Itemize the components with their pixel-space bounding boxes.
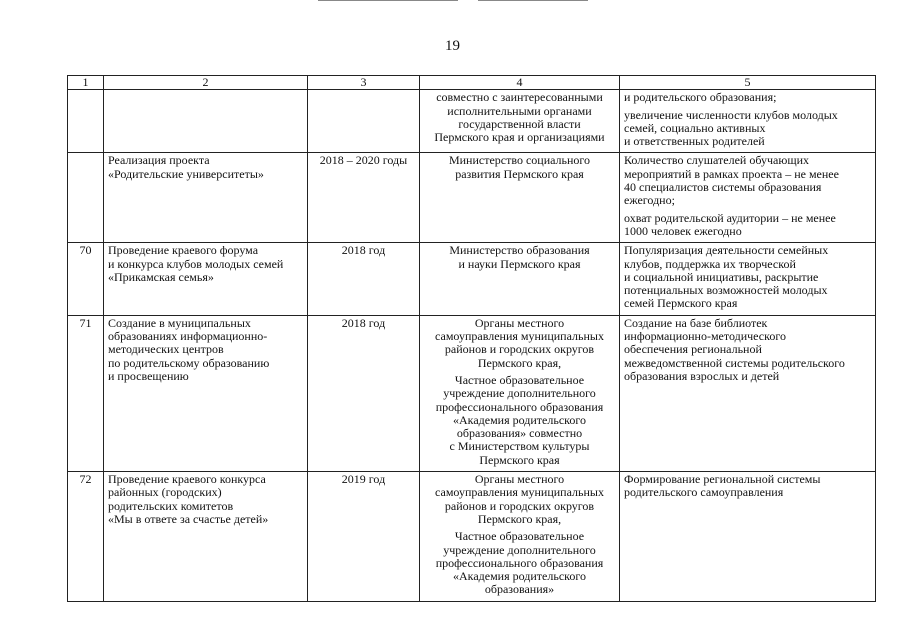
results-line: 1000 человек ежегодно [624, 223, 742, 238]
executors-line: и науки Пермского края [458, 256, 581, 271]
period-cell [308, 90, 420, 153]
activity-line: «Родительские университеты» [108, 166, 264, 181]
header-row [68, 76, 876, 90]
results-line: Формирование региональной системы [624, 472, 821, 487]
executors-line: Пермского края [479, 452, 560, 467]
results-line: межведомственной системы родительского [624, 355, 845, 370]
row-number [68, 153, 104, 243]
plan-table [67, 75, 876, 602]
executors-line: государственной власти [458, 116, 581, 131]
table-row [68, 153, 876, 243]
results-paragraph [624, 244, 871, 310]
results-line: Популяризация деятельности семейных [624, 243, 829, 258]
activity-line: Проведение краевого форума [108, 243, 259, 258]
activity-cell [104, 90, 308, 153]
top-rule-left [318, 0, 458, 1]
executors-cell [420, 153, 620, 243]
executors-line: Частное образовательное [454, 372, 585, 387]
results-cell [620, 90, 876, 153]
results-line: охват родительской аудитории – не менее [624, 210, 836, 225]
executors-line: Органы местного [474, 315, 565, 330]
results-cell [620, 243, 876, 315]
executors-line: исполнительными органами [447, 103, 592, 118]
header-cell: 4 [420, 76, 620, 90]
executors-cell [420, 90, 620, 153]
executors-line: развития Пермского края [455, 166, 584, 181]
row-number [68, 90, 104, 153]
results-paragraph [624, 317, 871, 383]
activity-line: родительских комитетов [108, 498, 234, 513]
executors-line: районов и городских округов [444, 342, 595, 357]
executors-line: Пермского края, [477, 355, 562, 370]
results-line: клубов, поддержка их творческой [624, 256, 796, 271]
page-number: 19 [445, 38, 460, 54]
results-line: семей Пермского края [624, 296, 738, 311]
activity-line: «Прикамская семья» [108, 269, 214, 284]
activity-line: методических центров [108, 342, 224, 357]
executors-cell [420, 243, 620, 315]
row-number: 70 [68, 243, 104, 315]
row-number: 72 [68, 472, 104, 602]
period-cell: 2018 год [308, 315, 420, 471]
executors-line: образования» [484, 582, 555, 597]
executors-paragraph [424, 317, 615, 370]
header-cell: 1 [68, 76, 104, 90]
results-line: и ответственных родителей [624, 134, 765, 149]
results-line: родительского самоуправления [624, 485, 784, 500]
executors-line: совместно с заинтересованными [436, 90, 603, 105]
executors-line: образования» совместно [456, 426, 583, 441]
executors-line: Министерство социального [448, 153, 591, 168]
results-paragraph [624, 473, 871, 500]
results-line: образования взрослых и детей [624, 368, 780, 383]
executors-paragraph [424, 244, 615, 271]
activity-line: и конкурса клубов молодых семей [108, 256, 284, 271]
executors-line: районов и городских округов [444, 498, 595, 513]
period-cell: 2019 год [308, 472, 420, 602]
row-number: 71 [68, 315, 104, 471]
executors-paragraph [424, 530, 615, 596]
executors-line: «Академия родительского [453, 412, 586, 427]
header-cell: 2 [104, 76, 308, 90]
results-line: обеспечения региональной [624, 342, 762, 357]
results-line: информационно-методического [624, 329, 786, 344]
top-rule-right [478, 0, 588, 1]
results-line: мероприятий в рамках проекта – не менее [624, 166, 839, 181]
executors-line: Пермского края, [477, 511, 562, 526]
executors-line: профессионального образования [435, 399, 604, 414]
executors-line: учреждение дополнительного [443, 542, 596, 557]
table-row [68, 243, 876, 315]
results-line: потенциальных возможностей молодых [624, 283, 828, 298]
activity-line: районных (городских) [108, 485, 222, 500]
activity-cell [104, 472, 308, 602]
results-line: и социальной инициативы, раскрытие [624, 269, 819, 284]
activity-line: по родительскому образованию [108, 355, 270, 370]
results-cell [620, 315, 876, 471]
executors-paragraph [424, 374, 615, 467]
activity-line: Создание в муниципальных [108, 315, 251, 330]
results-paragraph [624, 91, 871, 104]
results-cell [620, 472, 876, 602]
executors-line: Министерство образования [449, 243, 590, 258]
table-row [68, 472, 876, 602]
activity-line: и просвещению [108, 368, 189, 383]
results-line: семей, социально активных [624, 120, 766, 135]
table-row [68, 315, 876, 471]
executors-line: учреждение дополнительного [443, 386, 596, 401]
executors-cell [420, 315, 620, 471]
executors-line: Органы местного [474, 472, 565, 487]
results-paragraph [624, 212, 871, 239]
activity-cell [104, 315, 308, 471]
executors-line: самоуправления муниципальных [435, 329, 604, 344]
activity-line: Реализация проекта [108, 153, 210, 168]
results-line: ежегодно; [624, 193, 675, 208]
activity-line: Проведение краевого конкурса [108, 472, 266, 487]
header-cell: 5 [620, 76, 876, 90]
executors-line: с Министерством культуры [449, 439, 590, 454]
executors-cell [420, 472, 620, 602]
header-cell: 3 [308, 76, 420, 90]
executors-line: «Академия родительского [453, 569, 586, 584]
table-row [68, 90, 876, 153]
results-line: Количество слушателей обучающих [624, 153, 809, 168]
executors-paragraph [424, 91, 615, 144]
executors-line: профессионального образования [435, 555, 604, 570]
activity-cell [104, 243, 308, 315]
period-cell: 2018 – 2020 годы [308, 153, 420, 243]
executors-line: Пермского края и организациями [434, 130, 605, 145]
results-line: Создание на базе библиотек [624, 315, 768, 330]
activity-line: образованиях информационно- [108, 329, 268, 344]
results-line: 40 специалистов системы образования [624, 180, 822, 195]
executors-line: Частное образовательное [454, 529, 585, 544]
activity-cell [104, 153, 308, 243]
results-cell [620, 153, 876, 243]
executors-line: самоуправления муниципальных [435, 485, 604, 500]
results-line: увеличение численности клубов молодых [624, 107, 838, 122]
results-paragraph [624, 154, 871, 207]
results-paragraph [624, 109, 871, 149]
period-cell: 2018 год [308, 243, 420, 315]
executors-paragraph [424, 473, 615, 526]
activity-line: «Мы в ответе за счастье детей» [108, 511, 269, 526]
results-line: и родительского образования; [624, 90, 777, 105]
executors-paragraph [424, 154, 615, 181]
